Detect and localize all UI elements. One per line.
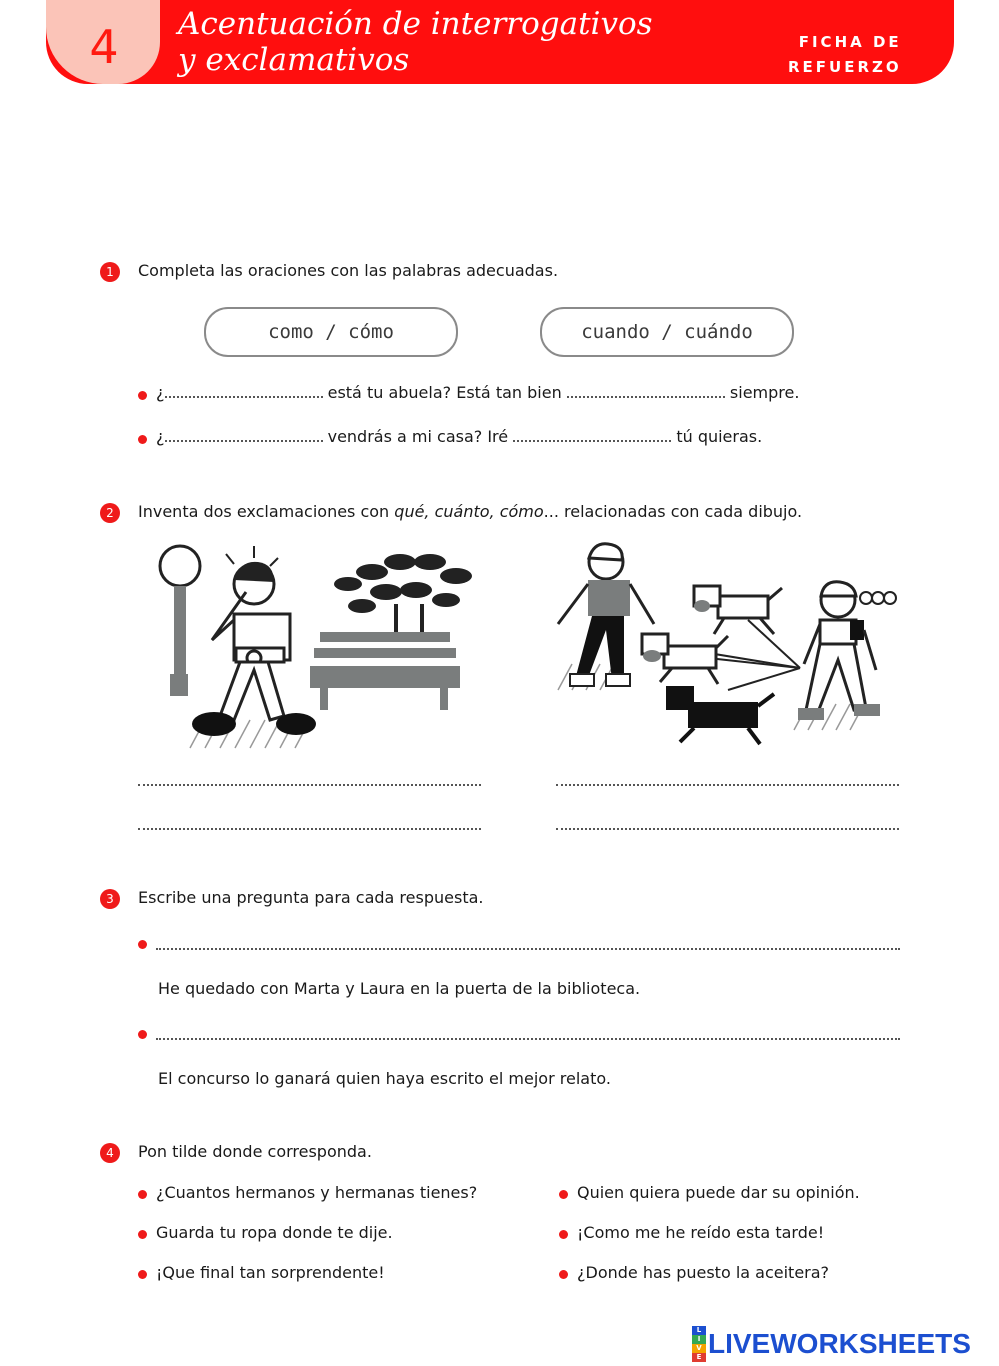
dog-icon — [642, 634, 728, 684]
exercise-2-title-words: qué, cuánto, cómo — [394, 502, 544, 521]
question-line-2[interactable] — [156, 1038, 900, 1040]
bullet — [138, 1030, 147, 1039]
exclamation-line-3[interactable] — [556, 784, 899, 786]
exercise-2-title-pre: Inventa dos exclamaciones con — [138, 502, 395, 521]
word-box-como: como / cómo — [204, 307, 458, 357]
exercise-1-title: Completa las oraciones con las palabras adecuadas. — [138, 261, 559, 280]
sentence-2-part-a: ¿ — [156, 427, 165, 446]
exclamation-line-2[interactable] — [138, 828, 481, 830]
sentence-2-part-b: vendrás a mi casa? Iré — [327, 427, 509, 446]
exclamation-line-4[interactable] — [556, 828, 899, 830]
unit-number: 4 — [89, 20, 119, 74]
blank-4[interactable] — [513, 428, 671, 442]
bullet — [138, 435, 147, 444]
accent-sentence-right-2[interactable]: ¡Como me he reído esta tarde! — [577, 1223, 825, 1242]
sentence-1-part-b: está tu abuela? Está tan bien — [327, 383, 562, 402]
logo-text: LIVEWORKSHEETS — [708, 1328, 971, 1359]
exercise-3-title: Escribe una pregunta para cada respuesta. — [138, 888, 484, 907]
dog-icon — [694, 586, 782, 634]
accent-sentence-left-1[interactable]: ¿Cuantos hermanos y hermanas tienes? — [156, 1183, 478, 1202]
bullet — [559, 1270, 568, 1279]
lamp-icon — [160, 546, 200, 586]
sentence-1-part-c: siempre. — [729, 383, 800, 402]
page-title — [178, 6, 653, 78]
accent-sentence-left-3[interactable]: ¡Que final tan sorprendente! — [156, 1263, 385, 1282]
logo-blocks — [692, 1326, 706, 1362]
exclamation-line-1[interactable] — [138, 784, 481, 786]
worksheet-type-tag — [788, 30, 902, 80]
exercise-2-number: 2 — [100, 503, 120, 523]
exercise-4-title: Pon tilde donde corresponda. — [138, 1142, 372, 1161]
dogs-walk-illustration — [548, 540, 908, 755]
response-2: El concurso lo ganará quien haya escrito el mejor relato. — [158, 1069, 611, 1088]
bullet — [138, 1230, 147, 1239]
sentence-1-part-a: ¿ — [156, 383, 165, 402]
bullet — [138, 391, 147, 400]
bullet — [559, 1190, 568, 1199]
logo-block: E — [692, 1353, 706, 1362]
bullet — [559, 1230, 568, 1239]
park-boy-illustration — [150, 540, 480, 755]
exercise-2-title-post: ... relacionadas con cada dibujo. — [543, 502, 803, 521]
bullet — [138, 940, 147, 949]
page-title-line2: y exclamativos — [178, 42, 410, 78]
tag-line2: REFUERZO — [788, 58, 902, 76]
liveworksheets-logo — [692, 1326, 971, 1362]
bullet — [138, 1190, 147, 1199]
exercise-1-sentence-2 — [156, 427, 762, 446]
blank-2[interactable] — [567, 384, 725, 398]
girl-walking-figure — [798, 582, 896, 720]
exercise-1-sentence-1 — [156, 383, 799, 402]
logo-block: L — [692, 1326, 706, 1335]
exercise-3-number: 3 — [100, 889, 120, 909]
page-title-line1: Acentuación de interrogativos — [178, 6, 653, 42]
tree-icon — [334, 554, 472, 634]
tag-line1: FICHA DE — [798, 33, 902, 51]
accent-sentence-right-3[interactable]: ¿Donde has puesto la aceitera? — [577, 1263, 830, 1282]
accent-sentence-left-2[interactable]: Guarda tu ropa donde te dije. — [156, 1223, 393, 1242]
blank-1[interactable] — [165, 384, 323, 398]
bench-icon — [310, 632, 460, 710]
sentence-2-part-c: tú quieras. — [676, 427, 763, 446]
bullet — [138, 1270, 147, 1279]
boy-figure — [192, 546, 316, 736]
logo-block: V — [692, 1344, 706, 1353]
exercise-4-number: 4 — [100, 1143, 120, 1163]
logo-block: I — [692, 1335, 706, 1344]
blank-3[interactable] — [165, 428, 323, 442]
question-line-1[interactable] — [156, 948, 900, 950]
dog-icon — [666, 686, 774, 744]
accent-sentence-right-1[interactable]: Quien quiera puede dar su opinión. — [577, 1183, 860, 1202]
response-1: He quedado con Marta y Laura en la puerta de la biblioteca. — [158, 979, 641, 998]
exercise-1-number: 1 — [100, 262, 120, 282]
exercise-2-title — [138, 502, 802, 521]
word-box-cuando: cuando / cuándo — [540, 307, 794, 357]
